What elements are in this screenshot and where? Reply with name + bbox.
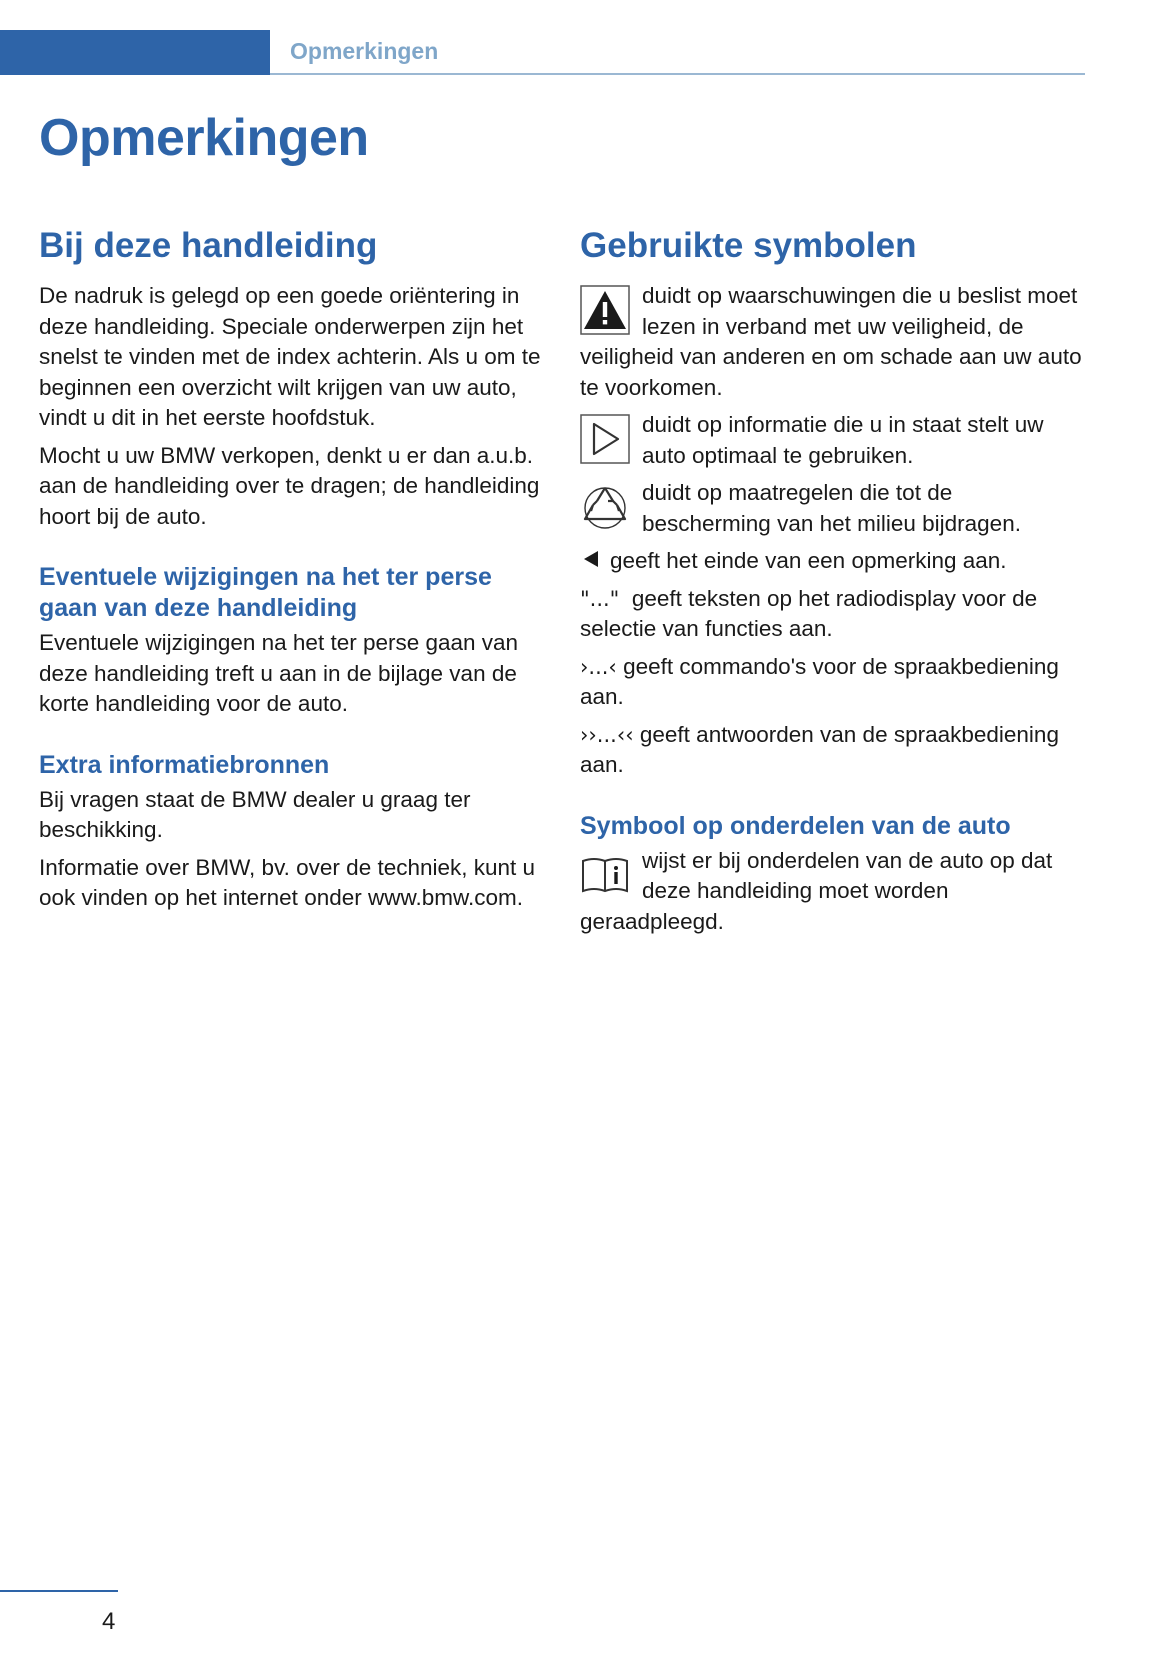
paragraph: Informatie over BMW, bv. over de techniek, kunt u ook vinden op het internet onder www.bmw.com. <box>39 854 536 911</box>
mark-row-commands <box>580 652 1085 713</box>
subheading-extra-info: Extra informatiebronnen <box>39 750 330 779</box>
mark-description: geeft teksten op het radiodisplay voor de selectie van functies aan. <box>580 585 1038 642</box>
paragraph: De nadruk is gelegd op een goede oriëntering in deze handleiding. Speciale onderwerpen zijn het snelst te vinden met de index achterin. Als u om te beginnen een overzicht wilt krijgen van uw auto, vindt u dit in het eerste hoofdstuk. <box>39 283 541 431</box>
page-number: 4 <box>102 1608 116 1635</box>
right-column <box>580 226 1085 944</box>
left-column <box>39 226 544 921</box>
display-text-mark: "..." <box>580 586 620 611</box>
symbol-description: duidt op maatregelen die tot de bescherming van het milieu bijdragen. <box>642 480 1021 536</box>
section-heading-symbols: Gebruikte symbolen <box>580 226 917 265</box>
mark-description: geeft antwoorden van de spraakbediening aan. <box>580 721 1059 778</box>
paragraph: Mocht u uw BMW verkopen, denkt u er dan a.u.b. aan de handleiding over te dragen; de handleiding hoort bij de auto. <box>39 442 540 529</box>
paragraph: Bij vragen staat de BMW dealer u graag ter beschikking. <box>39 786 471 843</box>
header-rule <box>270 73 1085 75</box>
symbol-warning <box>580 281 1085 403</box>
section-heading-manual: Bij deze handleiding <box>39 226 378 265</box>
paragraph: Eventuele wijzigingen na het ter perse gaan van deze handleiding treft u aan in de bijlage van de korte handleiding voor de auto. <box>39 630 519 717</box>
symbol-description: duidt op informatie die u in staat stelt uw auto optimaal te gebruiken. <box>642 412 1044 468</box>
header-bar <box>0 30 270 75</box>
mark-row-display <box>580 584 1085 645</box>
mark-row-answers <box>580 720 1085 781</box>
symbol-info <box>580 410 1085 471</box>
book-info-icon <box>580 850 630 900</box>
mark-description: geeft commando's voor de spraakbediening aan. <box>580 653 1059 710</box>
command-mark: ›...‹ <box>580 654 617 679</box>
end-triangle-icon <box>580 548 602 570</box>
symbol-description: duidt op waarschuwingen die u beslist moet lezen in verband met uw veiligheid, de veiligheid van anderen en om schade aan uw auto te voorkomen. <box>580 283 1082 400</box>
running-header: Opmerkingen <box>290 38 439 64</box>
symbol-environment <box>580 478 1085 539</box>
end-mark-description: geeft het einde van een opmerking aan. <box>610 548 1007 574</box>
answer-mark: ››...‹‹ <box>580 722 634 747</box>
page-title: Opmerkingen <box>39 109 369 167</box>
recycle-icon <box>580 482 630 532</box>
symbol-description: wijst er bij onderdelen van de auto op dat deze handleiding moet worden geraadpleegd. <box>580 847 1053 934</box>
subheading-changes: Eventuele wijzigingen na het ter perse gaan van deze handleiding <box>39 563 492 623</box>
symbol-manual <box>580 846 1085 938</box>
subheading-vehicle-symbol: Symbool op onderdelen van de auto <box>580 811 1011 840</box>
footer-rule <box>0 1590 118 1592</box>
end-mark-row <box>580 546 1085 577</box>
warning-triangle-icon <box>580 285 630 335</box>
play-arrow-icon <box>580 414 630 464</box>
